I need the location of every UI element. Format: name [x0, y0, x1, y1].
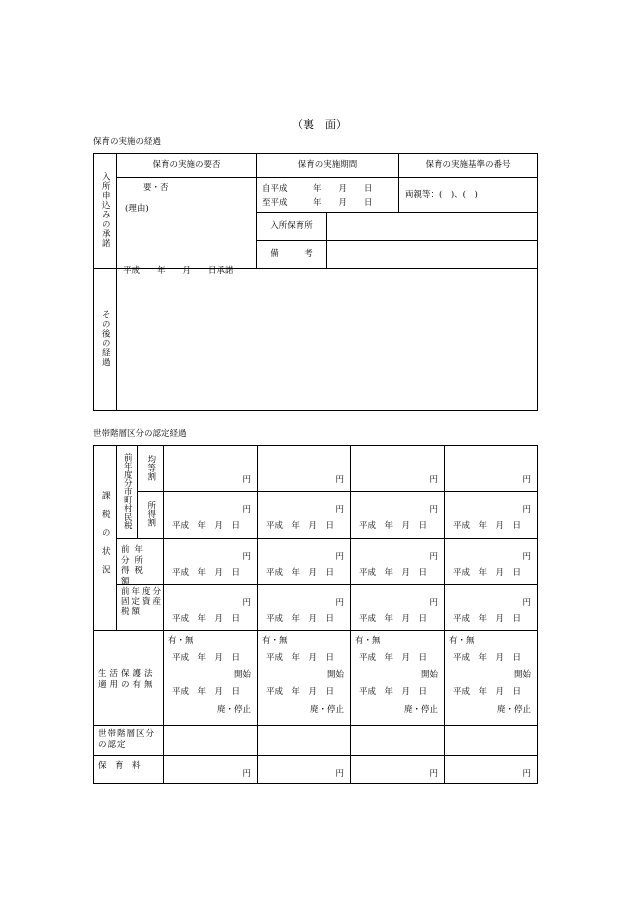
property-tax-label: 前年度分固定資産税額	[121, 587, 164, 618]
income-split-label-cell	[138, 492, 164, 539]
income-tax-label-cell	[117, 539, 164, 585]
page-title: （裏 面）	[292, 118, 347, 131]
yen-unit: 円	[335, 598, 344, 608]
yen-unit: 円	[429, 552, 438, 562]
need-header: 保育の実施の要否	[117, 154, 257, 178]
period-header: 保育の実施期間	[257, 154, 399, 178]
need-cell	[117, 178, 257, 276]
bracket-label: 世帯階層区分の認定	[98, 729, 156, 751]
facility-value	[327, 213, 538, 241]
equal-split-label-cell	[138, 446, 164, 492]
date-line: 平成 年 月 日	[172, 653, 241, 663]
start-label: 開始	[420, 670, 438, 680]
fee-label-cell	[94, 756, 164, 784]
date-line: 平成 年 月 日	[453, 687, 522, 697]
bracket-table	[93, 445, 538, 784]
date-line: 平成 年 月 日	[266, 687, 335, 697]
reason-label: (理由)	[125, 204, 149, 214]
yen-unit: 円	[522, 475, 531, 485]
yen-unit: 円	[335, 769, 344, 779]
criteria-label: 両親等：( )、( )	[405, 190, 478, 200]
remarks-value	[327, 241, 538, 269]
period-to: 至平成 年 月 日	[262, 198, 373, 208]
section-heading-care: 保育の実施の経過	[93, 137, 162, 147]
yes-no: 有・無	[449, 636, 475, 646]
date-line: 平成 年 月 日	[359, 687, 428, 697]
yes-no: 有・無	[168, 636, 194, 646]
section-heading-bracket: 世帯階層区分の認定経過	[93, 429, 187, 439]
yen-unit: 円	[242, 505, 251, 515]
date-line: 平成 年 月 日	[172, 687, 241, 697]
stop-label: 廃・停止	[309, 705, 344, 715]
date-line: 平成 年 月 日	[266, 568, 335, 578]
date-line: 平成 年 月 日	[453, 521, 522, 531]
approval-date: 平成 年 月 日承諾	[123, 266, 234, 276]
stop-label: 廃・停止	[496, 705, 531, 715]
stop-label: 廃・停止	[403, 705, 438, 715]
property-tax-label-cell	[117, 585, 164, 631]
yen-unit: 円	[429, 475, 438, 485]
yen-unit: 円	[429, 769, 438, 779]
yen-unit: 円	[335, 505, 344, 515]
yes-no: 有・無	[262, 636, 288, 646]
bracket-label-cell	[94, 726, 164, 756]
yen-unit: 円	[242, 598, 251, 608]
application-approval-label: 入所申込みの承諾	[100, 171, 111, 248]
start-label: 開始	[326, 670, 344, 680]
tax-status-label: 課税の状況	[100, 490, 111, 583]
date-line: 平成 年 月 日	[266, 521, 335, 531]
subsequent-label-cell	[94, 269, 117, 411]
date-line: 平成 年 月 日	[453, 653, 522, 663]
tax-status-label-cell	[94, 446, 117, 631]
yen-unit: 円	[242, 769, 251, 779]
date-line: 平成 年 月 日	[172, 521, 241, 531]
stop-label: 廃・停止	[216, 705, 251, 715]
criteria-cell	[399, 178, 538, 213]
criteria-header: 保育の実施基準の番号	[399, 154, 538, 178]
facility-label: 入所保育所	[257, 213, 327, 241]
yen-unit: 円	[522, 769, 531, 779]
yes-no: 有・無	[355, 636, 381, 646]
yen-unit: 円	[522, 598, 531, 608]
income-tax-label: 前年分所得税額	[121, 545, 149, 587]
care-history-table	[93, 153, 538, 411]
period-from: 自平成 年 月 日	[262, 184, 373, 194]
date-line: 平成 年 月 日	[266, 653, 335, 663]
subsequent-label: その後の経過	[100, 309, 111, 367]
yen-unit: 円	[522, 552, 531, 562]
date-line: 平成 年 月 日	[266, 614, 335, 624]
subsequent-notes	[117, 266, 538, 411]
yen-unit: 円	[522, 505, 531, 515]
municipal-tax-label-cell	[117, 446, 138, 539]
date-line: 平成 年 月 日	[453, 568, 522, 578]
yen-unit: 円	[335, 552, 344, 562]
remarks-label: 備 考	[257, 241, 327, 269]
date-line: 平成 年 月 日	[453, 614, 522, 624]
date-line: 平成 年 月 日	[172, 614, 241, 624]
welfare-label-cell	[94, 631, 164, 726]
income-split-label: 所得割	[145, 501, 156, 527]
date-line: 平成 年 月 日	[172, 568, 241, 578]
application-approval-label-cell	[94, 154, 117, 269]
period-cell	[257, 178, 399, 213]
welfare-label: 生活保護法適用の有無	[98, 669, 156, 691]
date-line: 平成 年 月 日	[359, 614, 428, 624]
yen-unit: 円	[242, 552, 251, 562]
yen-unit: 円	[335, 475, 344, 485]
yen-unit: 円	[429, 598, 438, 608]
start-label: 開始	[513, 670, 531, 680]
date-line: 平成 年 月 日	[359, 653, 428, 663]
yen-unit: 円	[242, 475, 251, 485]
date-line: 平成 年 月 日	[359, 521, 428, 531]
yen-unit: 円	[429, 505, 438, 515]
municipal-tax-label: 前年度分市町村民税	[122, 452, 133, 529]
date-line: 平成 年 月 日	[359, 568, 428, 578]
start-label: 開始	[233, 670, 251, 680]
equal-split-label: 均等割	[145, 454, 156, 480]
fee-label: 保 育 料	[98, 761, 141, 771]
need-options: 要・否	[143, 183, 169, 193]
